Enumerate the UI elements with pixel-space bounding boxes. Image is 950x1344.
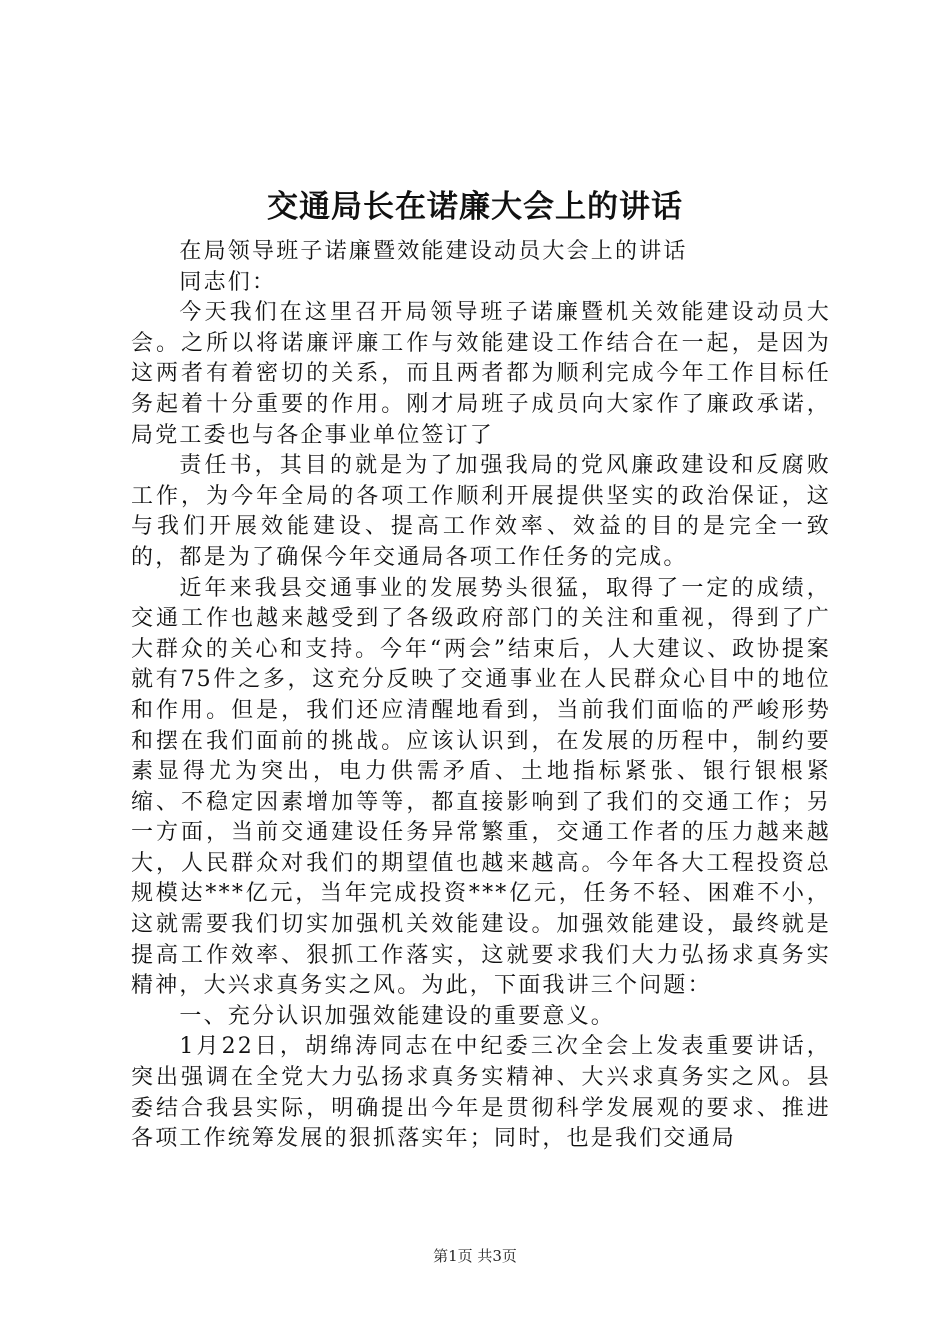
- section-heading: 一、充分认识加强效能建设的重要意义。: [179, 1003, 615, 1029]
- paragraph: 责任书，其目的就是为了加强我局的党风廉政建设和反腐败工作，为今年全局的各项工作顺利开展提供坚实的政治保证，这与我们开展效能建设、提高工作效率、效益的目的是完全一致的，都是为了确保今年交通局各项工作任务的完成。: [131, 453, 831, 570]
- document-title: 交通局长在诺廉大会上的讲话: [267, 189, 683, 225]
- document-body: [131, 237, 831, 1155]
- paragraph-subtitle: 在局领导班子诺廉暨效能建设动员大会上的讲话: [179, 239, 688, 264]
- paragraph: 1月22日，胡绵涛同志在中纪委三次全会上发表重要讲话，突出强调在全党大力弘扬求真务实精神、大兴求真务实之风。县委结合我县实际，明确提出今年是贯彻科学发展观的要求、推进各项工作统筹发展的狠抓落实年；同时，也是我们交通局: [131, 1034, 831, 1152]
- paragraph-salutation: 同志们：: [179, 269, 277, 295]
- page-footer: 第1页 共3页: [433, 1247, 517, 1265]
- paragraph: 近年来我县交通事业的发展势头很猛，取得了一定的成绩，交通工作也越来越受到了各级政府部门的关注和重视，得到了广大群众的关心和支持。今年“两会”结束后，人大建议、政协提案就有75件之多，这充分反映了交通事业在人民群众心目中的地位和作用。但是，我们还应清醒地看到，当前我们面临的严峻形势和摆在我们面前的挑战。应该认识到，在发展的历程中，制约要素显得尤为突出，电力供需矛盾、土地指标紧张、银行银根紧缩、不稳定因素增加等等，都直接影响到了我们的交通工作；另一方面，当前交通建设任务异常繁重，交通工作者的压力越来越大，人民群众对我们的期望值也越来越高。今年各大工程投资总规模达***亿元，当年完成投资***亿元，任务不轻、困难不小，这就需要我们切实加强机关效能建设。加强效能建设，最终就是提高工作效率、狠抓工作落实，这就要求我们大力弘扬求真务实精神，大兴求真务实之风。为此，下面我讲三个问题：: [131, 575, 831, 999]
- paragraph: 今天我们在这里召开局领导班子诺廉暨机关效能建设动员大会。之所以将诺廉评廉工作与效能建设工作结合在一起，是因为这两者有着密切的关系，而且两者都为顺利完成今年工作目标任务起着十分重要的作用。刚才局班子成员向大家作了廉政承诺，局党工委也与各企事业单位签订了: [131, 300, 831, 448]
